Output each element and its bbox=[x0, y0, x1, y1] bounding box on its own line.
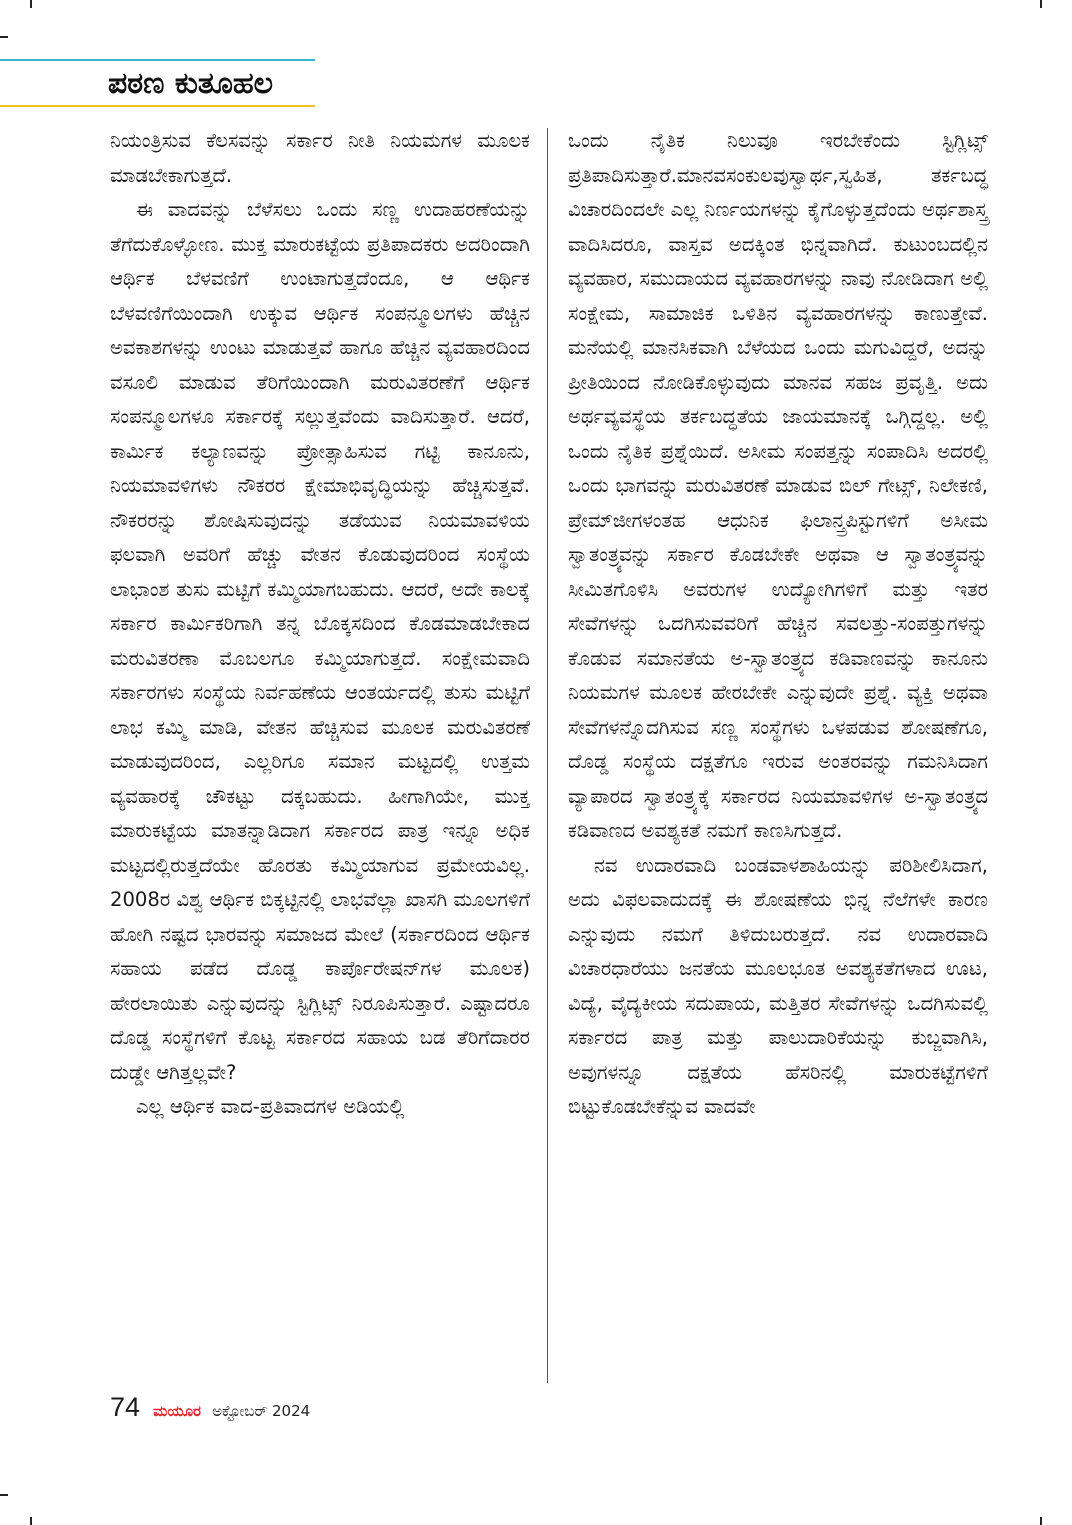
issue-date: ಅಕ್ಟೋಬರ್ 2024 bbox=[212, 1402, 311, 1420]
paragraph: ನವ ಉದಾರವಾದಿ ಬಂಡವಾಳಶಾಹಿಯನ್ನು ಪರಿಶೀಲಿಸಿದಾಗ, ಅದು ವಿಫಲವಾದುದಕ್ಕೆ ಈ ಶೋಷಣೆಯ ಭಿನ್ನ ನೆಲೆಗಳೇ ಕಾರಣ ಎನ್ನುವುದು ನಮಗೆ ತಿಳಿದುಬರುತ್ತದೆ. ನವ ಉದಾರವಾದಿ ವಿಚಾರಧಾರೆಯು ಜನತೆಯ ಮೂಲಭೂತ ಅವಶ್ಯಕತೆಗಳಾದ ಊಟ, ವಿದ್ಯೆ, ವೈದ್ಯಕೀಯ ಸದುಪಾಯ, ಮತ್ತಿತರ ಸೇವೆಗಳನ್ನು ಒದಗಿಸುವಲ್ಲಿ ಸರ್ಕಾರದ ಪಾತ್ರ ಮತ್ತು ಪಾಲುದಾರಿಕೆಯನ್ನು ಕುಬ್ಜವಾಗಿಸಿ, ಅವುಗಳನ್ನೂ ದಕ್ಷತೆಯ ಹೆಸರಿನಲ್ಲಿ ಮಾರುಕಟ್ಟೆಗಳಿಗೆ ಬಿಟ್ಟುಕೊಡಬೇಕೆನ್ನುವ ವಾದವೇ bbox=[568, 853, 988, 1118]
header-rule-top bbox=[0, 59, 315, 61]
crop-mark bbox=[1040, 1517, 1042, 1525]
page-footer bbox=[110, 1392, 310, 1428]
paragraph: ನಿಯಂತ್ರಿಸುವ ಕೆಲಸವನ್ನು ಸರ್ಕಾರ ನೀತಿ ನಿಯಮಗಳ ಮೂಲಕ ಮಾಡಬೇಕಾಗುತ್ತದೆ. bbox=[110, 129, 530, 187]
page-number: 74 bbox=[110, 1392, 141, 1422]
column-divider bbox=[547, 128, 548, 1383]
section-title: ಪಠಣ ಕುತೂಹಲ bbox=[108, 66, 274, 101]
crop-mark bbox=[30, 0, 32, 8]
article-column-right bbox=[568, 124, 988, 1125]
header-rule-bottom bbox=[0, 105, 315, 107]
crop-mark bbox=[0, 1494, 8, 1496]
crop-mark bbox=[30, 1517, 32, 1525]
crop-mark bbox=[1040, 0, 1042, 8]
paragraph: ಒಂದು ನೈತಿಕ ನಿಲುವೂ ಇರಬೇಕೆಂದು ಸ್ಟಿಗ್ಲಿಟ್ಸ್ ಪ್ರತಿಪಾದಿಸುತ್ತಾರೆ.ಮಾನವಸಂಕುಲವುಸ್ವಾರ್ಥ,ಸ್ವಹಿತ, ತರ್ಕಬದ್ಧ ವಿಚಾರದಿಂದಲೇ ಎಲ್ಲ ನಿರ್ಣಯಗಳನ್ನು ಕೈಗೊಳ್ಳುತ್ತದೆಂದು ಅರ್ಥಶಾಸ್ತ್ರ ವಾದಿಸಿದರೂ, ವಾಸ್ತವ ಅದಕ್ಕಿಂತ ಭಿನ್ನವಾಗಿದೆ. ಕುಟುಂಬದಲ್ಲಿನ ವ್ಯವಹಾರ, ಸಮುದಾಯದ ವ್ಯವಹಾರಗಳನ್ನು ನಾವು ನೋಡಿದಾಗ ಅಲ್ಲಿ ಸಂಕ್ಷೇಮ, ಸಾಮಾಜಿಕ ಒಳಿತಿನ ವ್ಯವಹಾರಗಳನ್ನು ಕಾಣುತ್ತೇವೆ. ಮನೆಯಲ್ಲಿ ಮಾನಸಿಕವಾಗಿ ಬೆಳೆಯದ ಒಂದು ಮಗುವಿದ್ದರೆ, ಅದನ್ನು ಪ್ರೀತಿಯಿಂದ ನೋಡಿಕೊಳ್ಳುವುದು ಮಾನವ ಸಹಜ ಪ್ರವೃತ್ತಿ. ಅದು ಅರ್ಥವ್ಯವಸ್ಥೆಯ ತರ್ಕಬದ್ಧತೆಯ ಜಾಯಮಾನಕ್ಕೆ ಒಗ್ಗಿದ್ದಲ್ಲ. ಅಲ್ಲಿ ಒಂದು ನೈತಿಕ ಪ್ರಶ್ನೆಯಿದೆ. ಅಸೀಮ ಸಂಪತ್ತನ್ನು ಸಂಪಾದಿಸಿ ಅದರಲ್ಲಿ ಒಂದು ಭಾಗವನ್ನು ಮರುವಿತರಣೆ ಮಾಡುವ ಬಿಲ್ ಗೇಟ್ಸ್, ನಿಲೇಕಣಿ, ಪ್ರೇಮ್‌ಜೀಗಳಂತಹ ಆಧುನಿಕ ಫಿಲಾನ್ತ್ರಪಿಸ್ಟುಗಳಿಗೆ ಅಸೀಮ ಸ್ವಾತಂತ್ರ್ಯವನ್ನು ಸರ್ಕಾರ ಕೊಡಬೇಕೇ ಅಥವಾ ಆ ಸ್ವಾತಂತ್ರ್ಯವನ್ನು ಸೀಮಿತಗೊಳಿಸಿ ಅವರುಗಳ ಉದ್ಯೋಗಿಗಳಿಗೆ ಮತ್ತು ಇತರ ಸೇವೆಗಳನ್ನು ಒದಗಿಸುವವರಿಗೆ ಹೆಚ್ಚಿನ ಸವಲತ್ತು-ಸಂಪತ್ತುಗಳನ್ನು ಕೊಡುವ ಸಮಾನತೆಯ ಅ-ಸ್ವಾತಂತ್ರ್ಯದ ಕಡಿವಾಣವನ್ನು ಕಾನೂನು ನಿಯಮಗಳ ಮೂಲಕ ಹೇರಬೇಕೇ ಎನ್ನುವುದೇ ಪ್ರಶ್ನೆ. ವ್ಯಕ್ತಿ ಅಥವಾ ಸೇವೆಗಳನ್ನೊದಗಿಸುವ ಸಣ್ಣ ಸಂಸ್ಥೆಗಳು ಒಳಪಡುವ ಶೋಷಣೆಗೂ, ದೊಡ್ಡ ಸಂಸ್ಥೆಯ ದಕ್ಷತೆಗೂ ಇರುವ ಅಂತರವನ್ನು ಗಮನಿಸಿದಾಗ ವ್ಯಾಪಾರದ ಸ್ವಾತಂತ್ರ್ಯಕ್ಕೆ ಸರ್ಕಾರದ ನಿಯಮಾವಳಿಗಳ ಅ-ಸ್ವಾತಂತ್ರ್ಯದ ಕಡಿವಾಣದ ಅವಶ್ಯಕತೆ ನಮಗೆ ಕಾಣಸಿಗುತ್ತದೆ. bbox=[568, 129, 988, 842]
paragraph: ಎಲ್ಲ ಆರ್ಥಿಕ ವಾದ-ಪ್ರತಿವಾದಗಳ ಅಡಿಯಲ್ಲಿ bbox=[136, 1095, 405, 1118]
section-header bbox=[0, 56, 320, 108]
magazine-logo: ಮಯೂರ bbox=[153, 1402, 201, 1420]
article-column-left bbox=[110, 124, 530, 1125]
paragraph: ಈ ವಾದವನ್ನು ಬೆಳೆಸಲು ಒಂದು ಸಣ್ಣ ಉದಾಹರಣೆಯನ್ನು ತೆಗೆದುಕೊಳ್ಳೋಣ. ಮುಕ್ತ ಮಾರುಕಟ್ಟೆಯ ಪ್ರತಿಪಾದಕರು ಅದರಿಂದಾಗಿ ಆರ್ಥಿಕ ಬೆಳವಣಿಗೆ ಉಂಟಾಗುತ್ತದೆಂದೂ, ಆ ಆರ್ಥಿಕ ಬೆಳವಣಿಗೆಯಿಂದಾಗಿ ಉಕ್ಕುವ ಆರ್ಥಿಕ ಸಂಪನ್ಮೂಲಗಳು ಹೆಚ್ಚಿನ ಅವಕಾಶಗಳನ್ನು ಉಂಟು ಮಾಡುತ್ತವೆ ಹಾಗೂ ಹೆಚ್ಚಿನ ವ್ಯವಹಾರದಿಂದ ವಸೂಲಿ ಮಾಡುವ ತೆರಿಗೆಯಿಂದಾಗಿ ಮರುವಿತರಣೆಗೆ ಆರ್ಥಿಕ ಸಂಪನ್ಮೂಲಗಳೂ ಸರ್ಕಾರಕ್ಕೆ ಸಲ್ಲುತ್ತವೆಂದು ವಾದಿಸುತ್ತಾರೆ. ಆದರೆ, ಕಾರ್ಮಿಕ ಕಲ್ಯಾಣವನ್ನು ಪ್ರೋತ್ಸಾಹಿಸುವ ಗಟ್ಟಿ ಕಾನೂನು, ನಿಯಮಾವಳಿಗಳು ನೌಕರರ ಕ್ಷೇಮಾಭಿವೃದ್ಧಿಯನ್ನು ಹೆಚ್ಚಿಸುತ್ತವೆ. ನೌಕರರನ್ನು ಶೋಷಿಸುವುದನ್ನು ತಡೆಯುವ ನಿಯಮಾವಳಿಯ ಫಲವಾಗಿ ಅವರಿಗೆ ಹೆಚ್ಚು ವೇತನ ಕೊಡುವುದರಿಂದ ಸಂಸ್ಥೆಯ ಲಾಭಾಂಶ ತುಸು ಮಟ್ಟಿಗೆ ಕಮ್ಮಿಯಾಗಬಹುದು. ಆದರೆ, ಅದೇ ಕಾಲಕ್ಕೆ ಸರ್ಕಾರ ಕಾರ್ಮಿಕರಿಗಾಗಿ ತನ್ನ ಬೊಕ್ಕಸದಿಂದ ಕೊಡಮಾಡಬೇಕಾದ ಮರುವಿತರಣಾ ಮೊಬಲಗೂ ಕಮ್ಮಿಯಾಗುತ್ತದೆ. ಸಂಕ್ಷೇಮವಾದಿ ಸರ್ಕಾರಗಳು ಸಂಸ್ಥೆಯ ನಿರ್ವಹಣೆಯ ಆಂತರ್ಯದಲ್ಲಿ ತುಸು ಮಟ್ಟಿಗೆ ಲಾಭ ಕಮ್ಮಿ ಮಾಡಿ, ವೇತನ ಹೆಚ್ಚಿಸುವ ಮೂಲಕ ಮರುವಿತರಣೆ ಮಾಡುವುದರಿಂದ, ಎಲ್ಲರಿಗೂ ಸಮಾನ ಮಟ್ಟದಲ್ಲಿ ಉತ್ತಮ ವ್ಯವಹಾರಕ್ಕೆ ಚೌಕಟ್ಟು ದಕ್ಕಬಹುದು. ಹೀಗಾಗಿಯೇ, ಮುಕ್ತ ಮಾರುಕಟ್ಟೆಯ ಮಾತನ್ನಾಡಿದಾಗ ಸರ್ಕಾರದ ಪಾತ್ರ ಇನ್ನೂ ಅಧಿಕ ಮಟ್ಟದಲ್ಲಿರುತ್ತದೆಯೇ ಹೊರತು ಕಮ್ಮಿಯಾಗುವ ಪ್ರಮೇಯವಿಲ್ಲ. 2008ರ ವಿಶ್ವ ಆರ್ಥಿಕ ಬಿಕ್ಕಟ್ಟಿನಲ್ಲಿ ಲಾಭವೆಲ್ಲಾ ಖಾಸಗಿ ಮೂಲಗಳಿಗೆ ಹೋಗಿ ನಷ್ಟದ ಭಾರವನ್ನು ಸಮಾಜದ ಮೇಲೆ (ಸರ್ಕಾರದಿಂದ ಆರ್ಥಿಕ ಸಹಾಯ ಪಡೆದ ದೊಡ್ಡ ಕಾರ್ಪೊರೇಷನ್‌ಗಳ ಮೂಲಕ) ಹೇರಲಾಯಿತು ಎನ್ನುವುದನ್ನು ಸ್ಟಿಗ್ಲಿಟ್ಸ್ ನಿರೂಪಿಸುತ್ತಾರೆ. ಎಷ್ಟಾದರೂ ದೊಡ್ಡ ಸಂಸ್ಥೆಗಳಿಗೆ ಕೊಟ್ಟ ಸರ್ಕಾರದ ಸಹಾಯ ಬಡ ತೆರಿಗೆದಾರರ ದುಡ್ಡೇ ಆಗಿತ್ತಲ್ಲವೇ? bbox=[110, 198, 530, 1084]
crop-mark bbox=[0, 36, 8, 38]
